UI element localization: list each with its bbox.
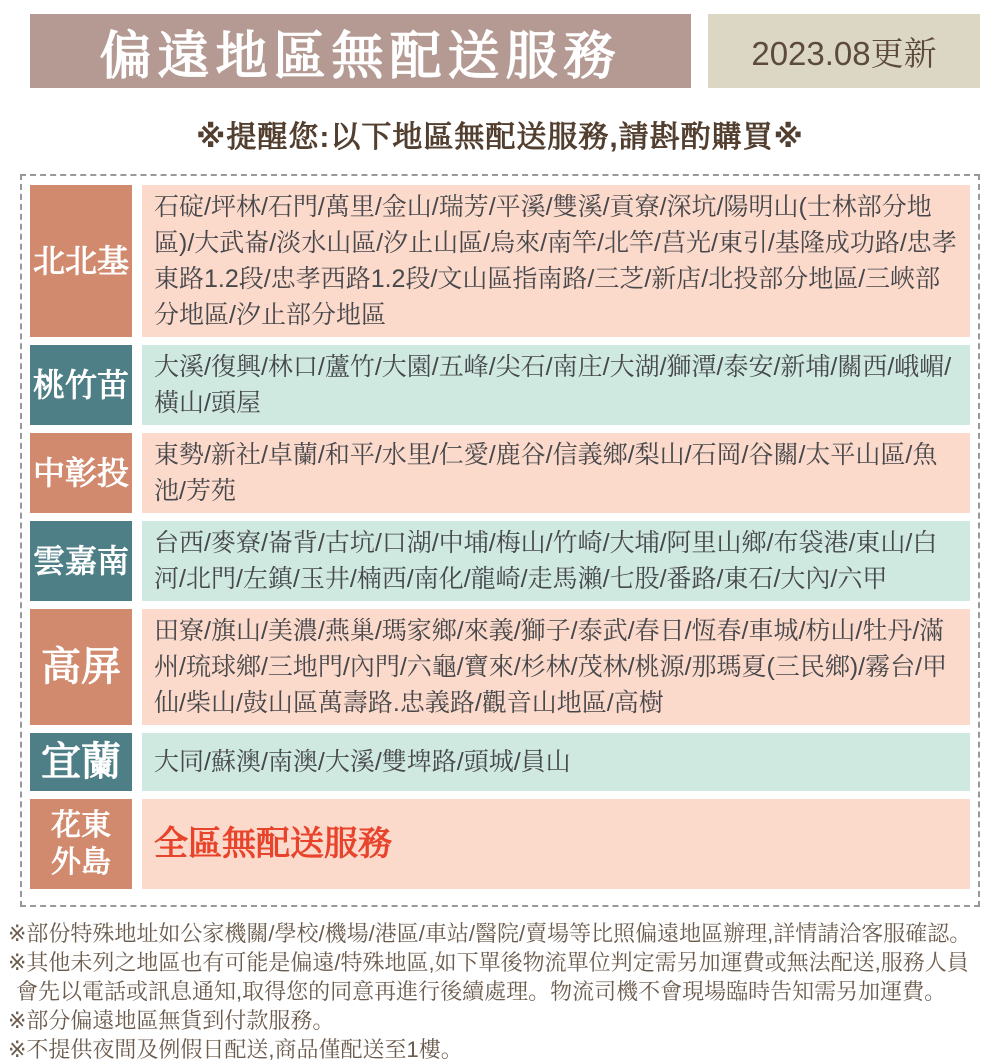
- area-list-text: 田寮/旗山/美濃/燕巢/瑪家鄉/來義/獅子/泰武/春日/恆春/車城/枋山/牡丹/滿州/琉球鄉/三地門/內門/六龜/寶來/杉林/茂林/桃源/那瑪夏(三民鄉)/霧台/甲仙/柴山/鼓山區萬壽路.忠義路/觀音山地區/高樹: [154, 617, 948, 717]
- reminder-subtitle: ※提醒您:以下地區無配送服務,請斟酌購買※: [196, 121, 804, 154]
- footnote-no-night-delivery: ※不提供夜間及例假日配送,商品僅配送至1樓。: [8, 1037, 463, 1062]
- page-title: 偏遠地區無配送服務: [30, 14, 691, 88]
- no-delivery-region-table: [20, 174, 980, 907]
- region-area-list: [142, 521, 970, 601]
- footnote-other-areas: ※其他未列之地區也有可能是偏遠/特殊地區,如下單後物流單位判定需另加運費或無法配送,服務人員會先以電話或訊息通知,取得您的同意再進行後續處理。物流司機不會現場臨時告知需另加運費。: [8, 950, 969, 1004]
- area-list-text: 大同/蘇澳/南澳/大溪/雙埤路/頭城/員山: [154, 748, 571, 776]
- region-label: 桃竹苗: [30, 345, 132, 425]
- table-row-gaoping: [30, 609, 970, 725]
- table-row-yunjianan: [30, 521, 970, 601]
- table-row-hualien-east-islands: [30, 799, 970, 889]
- area-list-text: 東勢/新社/卓蘭/和平/水里/仁愛/鹿谷/信義鄉/梨山/石岡/谷關/太平山區/魚池/芳苑: [154, 441, 938, 505]
- footnote-no-cod: ※部分偏遠地區無貨到付款服務。: [8, 1008, 335, 1033]
- region-label: 中彰投: [30, 433, 132, 513]
- area-list-text: 大溪/復興/林口/蘆竹/大園/五峰/尖石/南庄/大湖/獅潭/泰安/新埔/關西/峨嵋/橫山/頭屋: [154, 353, 952, 417]
- table-row-zhongzhangtou: [30, 433, 970, 513]
- table-row-north: [30, 185, 970, 337]
- footnotes: [8, 919, 990, 1064]
- region-area-list: [142, 185, 970, 337]
- region-area-list: [142, 733, 970, 791]
- region-label: 花東 外島: [30, 799, 132, 889]
- region-area-list: [142, 433, 970, 513]
- table-row-taozhumiao: [30, 345, 970, 425]
- region-label: 雲嘉南: [30, 521, 132, 601]
- region-label: 高屏: [30, 609, 132, 725]
- region-area-list: [142, 345, 970, 425]
- update-date-badge: 2023.08更新: [708, 14, 980, 88]
- region-label: 北北基: [30, 185, 132, 337]
- no-delivery-alert-text: 全區無配送服務: [154, 825, 392, 863]
- region-label: 宜蘭: [30, 733, 132, 791]
- footnote-special-address: ※部份特殊地址如公家機關/學校/機場/港區/車站/醫院/賣場等比照偏遠地區辦理,詳情請洽客服確認。: [8, 921, 972, 946]
- table-row-yilan: [30, 733, 970, 791]
- remote-area-no-delivery-notice: [0, 14, 1000, 1062]
- area-list-text: 台西/麥寮/崙背/古坑/口湖/中埔/梅山/竹崎/大埔/阿里山鄉/布袋港/東山/白河/北門/左鎮/玉井/楠西/南化/龍崎/走馬瀨/七股/番路/東石/大內/六甲: [154, 529, 938, 593]
- area-list-text: 石碇/坪林/石門/萬里/金山/瑞芳/平溪/雙溪/貢寮/深坑/陽明山(士林部分地區)/大武崙/淡水山區/汐止山區/烏來/南竿/北竿/莒光/東引/基隆成功路/忠孝東路1.2段/忠孝西路1.2段/文山區指南路/三芝/新店/北投部分地區/三峽部分地區/汐止部分地區: [154, 193, 957, 329]
- region-area-list: [142, 609, 970, 725]
- header: [30, 14, 980, 88]
- region-area-list: [142, 799, 970, 889]
